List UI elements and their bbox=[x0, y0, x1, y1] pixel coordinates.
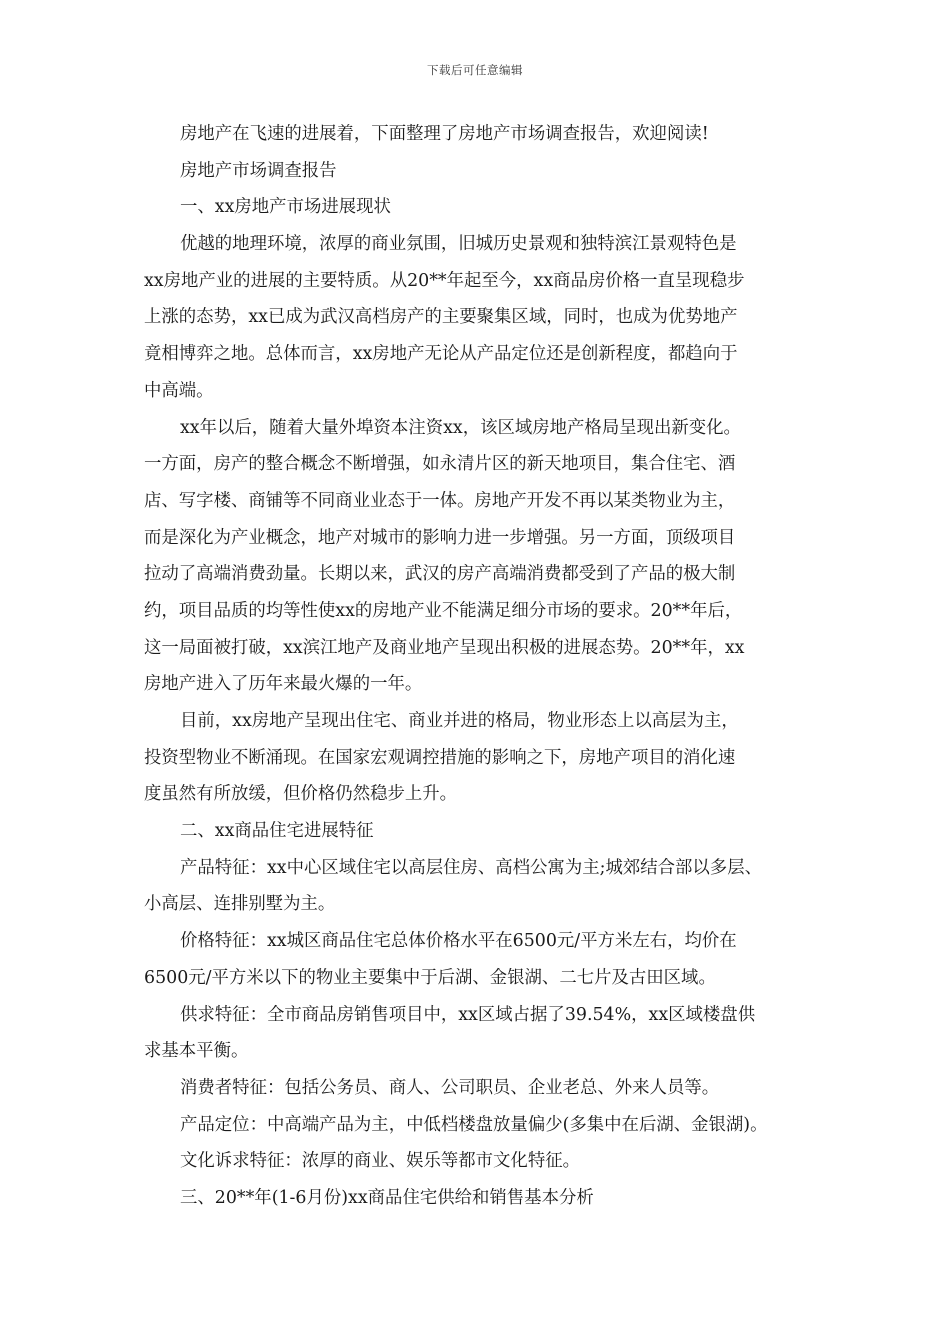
page-header-note: 下载后可任意编辑 bbox=[427, 63, 523, 77]
text-line: 这一局面被打破，xx滨江地产及商业地产呈现出积极的进展态势。20**年，xx bbox=[144, 637, 745, 658]
text-line: 目前，xx房地产呈现出住宅、商业并进的格局，物业形态上以高层为主， bbox=[180, 711, 739, 731]
text-line: 而是深化为产业概念，地产对城市的影响力进一步增强。另一方面，顶级项目 bbox=[144, 527, 736, 548]
text-line: 小高层、连排别墅为主。 bbox=[144, 894, 336, 915]
text-line: 文化诉求特征：浓厚的商业、娱乐等都市文化特征。 bbox=[180, 1151, 580, 1172]
text-line: 三、20**年(1-6月份)xx商品住宅供给和销售基本分析 bbox=[180, 1187, 594, 1208]
text-line: 度虽然有所放缓，但价格仍然稳步上升。 bbox=[144, 784, 458, 805]
text-line: 优越的地理环境，浓厚的商业氛围，旧城历史景观和独特滨江景观特色是 bbox=[180, 234, 737, 255]
text-line: 6500元/平方米以下的物业主要集中于后湖、金银湖、二七片及古田区域。 bbox=[144, 967, 716, 988]
text-line: 房地产在飞速的进展着，下面整理了房地产市场调查报告，欢迎阅读! bbox=[180, 124, 709, 144]
text-line: 一方面，房产的整合概念不断增强，如永清片区的新天地项目，集合住宅、酒 bbox=[144, 454, 736, 475]
text-line: 价格特征：xx城区商品住宅总体价格水平在6500元/平方米左右，均价在 bbox=[180, 931, 737, 952]
text-line: xx年以后，随着大量外埠资本注资xx，该区域房地产格局呈现出新变化。 bbox=[180, 417, 741, 438]
text-line: 房地产市场调查报告 bbox=[180, 160, 337, 181]
text-line: 投资型物业不断涌现。在国家宏观调控措施的影响之下，房地产项目的消化速 bbox=[144, 747, 736, 768]
text-line: 拉动了高端消费劲量。长期以来，武汉的房产高端消费都受到了产品的极大制 bbox=[144, 564, 736, 585]
text-line: xx房地产业的进展的主要特质。从20**年起至今，xx商品房价格一直呈现稳步 bbox=[144, 270, 745, 291]
text-line: 房地产进入了历年来最火爆的一年。 bbox=[144, 674, 423, 695]
text-line: 产品定位：中高端产品为主，中低档楼盘放量偏少(多集中在后湖、金银湖)。 bbox=[180, 1114, 768, 1135]
text-line: 产品特征：xx中心区域住宅以高层住房、高档公寓为主;城郊结合部以多层、 bbox=[180, 857, 762, 878]
text-line: 约，项目品质的均等性使xx的房地产业不能满足细分市场的要求。20**年后， bbox=[144, 600, 743, 621]
text-line: 中高端。 bbox=[144, 380, 214, 401]
text-line: 上涨的态势，xx已成为武汉高档房产的主要聚集区域，同时，也成为优势地产 bbox=[144, 307, 738, 328]
text-line: 店、写字楼、商铺等不同商业业态于一体。房地产开发不再以某类物业为主， bbox=[144, 490, 736, 511]
text-line: 竟相博弈之地。总体而言，xx房地产无论从产品定位还是创新程度，都趋向于 bbox=[144, 344, 738, 365]
text-line: 求基本平衡。 bbox=[144, 1041, 249, 1062]
text-line: 一、xx房地产市场进展现状 bbox=[180, 197, 391, 218]
text-line: 二、xx商品住宅进展特征 bbox=[180, 821, 374, 842]
document-body bbox=[144, 116, 824, 1217]
text-line: 消费者特征：包括公务员、商人、公司职员、企业老总、外来人员等。 bbox=[180, 1077, 720, 1098]
text-line: 供求特征：全市商品房销售项目中，xx区域占据了39.54%，xx区域楼盘供 bbox=[180, 1004, 756, 1025]
